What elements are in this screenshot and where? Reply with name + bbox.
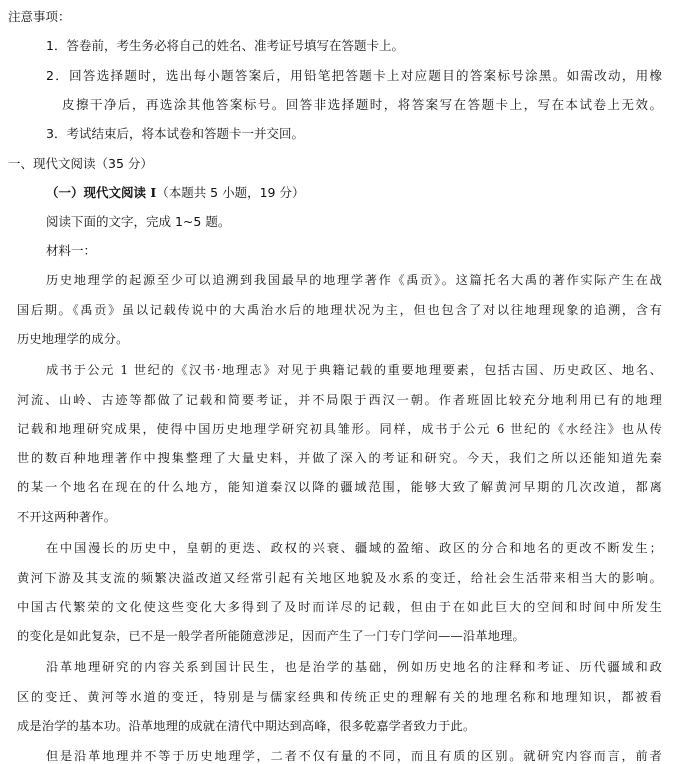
passage-line: 成是治学的基本功。沿革地理的成就在清代中期达到高峰，很多乾嘉学者致力于此。 [17, 719, 476, 733]
passage-line: 黄河下游及其支流的频繁决溢改道又经常引起有关地区地貌及水系的变迁，给社会生活带来相当大的影响。 [17, 571, 662, 585]
passage-line: 的某一个地名在现在的什么地方，能知道秦汉以降的疆域范围，能够大致了解黄河早期的几次改道，都离 [17, 480, 662, 494]
passage-line: 成书于公元 1 世纪的《汉书·地理志》对见于典籍记载的重要地理要素，包括古国、历史政区、地名、 [46, 363, 662, 377]
passage-line: 中国古代繁荣的文化使这些变化大多得到了及时而详尽的记载，但由于在如此巨大的空间和时间中所发生 [17, 600, 662, 614]
subsection-title-rest: （本题共 5 小题，19 分） [156, 185, 305, 200]
passage-line: 在中国漫长的历史中，皇朝的更迭、政权的兴衰、疆域的盈缩、政区的分合和地名的更改不断发生； [46, 541, 662, 555]
passage-line: 沿革地理研究的内容关系到国计民生，也是治学的基础，例如历史地名的注释和考证、历代疆域和政 [46, 660, 662, 674]
passage-line: 但是沿革地理并不等于历史地理学，二者不仅有量的不同，而且有质的区别。就研究内容而言，前者 [46, 749, 662, 763]
passage-line: 历史地理学的起源至少可以追溯到我国最早的地理学著作《禹贡》。这篇托名大禹的著作实际产生在战 [46, 273, 662, 287]
passage-line: 区的变迁、黄河等水道的变迁，特别是与儒家经典和传统正史的理解有关的地理名称和地理知识，都被看 [17, 690, 662, 704]
notice-heading: 注意事项： [8, 9, 71, 24]
passage-line: 记载和地理研究成果，使得中国历史地理学研究初具雏形。同样，成书于公元 6 世纪的《水经注》也从传 [17, 422, 662, 436]
instruction: 阅读下面的文字，完成 1~5 题。 [46, 214, 231, 229]
notice-item-2: 2．回答选择题时，选出每小题答案后，用铅笔把答题卡上对应题目的答案标号涂黑。如需改动，用橡 [46, 68, 662, 83]
passage-line: 国后期。《禹贡》虽以记载传说中的大禹治水后的地理状况为主，但也包含了对以往地理现象的追溯，含有 [17, 303, 662, 317]
notice-item-3: 3．考试结束后，将本试卷和答题卡一并交回。 [46, 126, 304, 141]
passage-line: 河流、山岭、古迹等都做了记载和简要考证，并不局限于西汉一朝。作者班固比较充分地利用已有的地理 [17, 393, 662, 407]
notice-item-2-cont: 皮擦干净后，再选涂其他答案标号。回答非选择题时，将答案写在答题卡上，写在本试卷上无效。 [62, 97, 662, 112]
passage-line: 的变化是如此复杂，已不是一般学者所能随意涉足，因而产生了一门专门学问——沿革地理。 [17, 629, 525, 643]
section-title: 一、现代文阅读（35 分） [8, 156, 153, 171]
passage-line: 世的数百种地理著作中搜集整理了大量史料，并做了深入的考证和研究。今天，我们之所以还能知道先秦 [17, 451, 662, 465]
passage-line: 历史地理学的成分。 [17, 332, 129, 346]
passage-line: 不开这两种著作。 [17, 510, 117, 524]
material-label: 材料一： [46, 243, 97, 258]
notice-item-1: 1．答卷前，考生务必将自己的姓名、准考证号填写在答题卡上。 [46, 38, 404, 53]
subsection-title-bold: （一）现代文阅读 I [46, 185, 157, 200]
subsection-title [46, 185, 304, 201]
